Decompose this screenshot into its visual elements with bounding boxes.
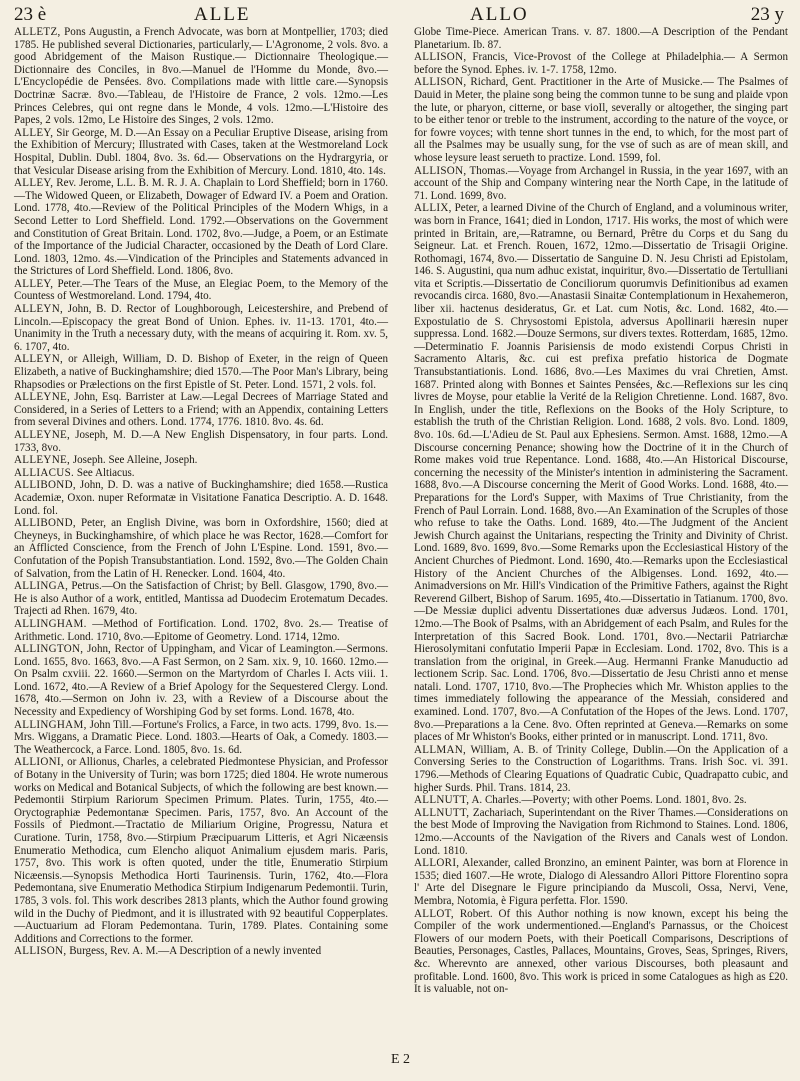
entry-headword: ALLEY, bbox=[14, 277, 54, 290]
entry-text: Globe Time-Piece. American Trans. v. 87. 1800.—A Description of the Pendant Planetarium. Ib. 87. bbox=[414, 26, 788, 51]
entry-text: Joseph. See Alleine, Joseph. bbox=[72, 454, 198, 467]
entry-headword: ALLIBOND, bbox=[14, 479, 76, 492]
left-column bbox=[14, 26, 388, 958]
entry-headword: ALLEYNE, bbox=[14, 429, 71, 441]
entry-headword: ALLIX, bbox=[414, 202, 452, 215]
entry-headword: ALLETZ, bbox=[14, 26, 61, 38]
dictionary-entry bbox=[414, 857, 788, 907]
dictionary-entry bbox=[14, 278, 388, 303]
dictionary-entry bbox=[14, 643, 388, 719]
dictionary-entry bbox=[14, 580, 388, 618]
dictionary-entry bbox=[414, 807, 788, 857]
page-number-right: 23 y bbox=[750, 4, 784, 25]
entry-text: Rev. Jerome, L.L. B. M. R. J. A. Chaplain to Lord Sheffield; born in 1760.—The Widowed Queen, or Elizabeth, Dowager of Edward IV. a Poem and Oration. Lond. 1778, 4to.—Review of the Political Principles of the Modern Whigs, in a Second Letter to Lord Sheffield. Lond. 1792.—Observations on the Government and Constitution of Great Britain. Lond. 1702, 8vo.—Judge, a Poem, or an Estimate of the Importance of the Judicial Character, occasioned by the Death of Lord Clare. Lond. 1803, 12mo. 4s.—Vindication of the Principles and Statements advanced in the Strictures of Lord Sheffield. Lond. 1806, 8vo. bbox=[14, 177, 389, 278]
entry-headword: ALLMAN, bbox=[414, 743, 467, 756]
entry-headword: ALLIONI, bbox=[14, 756, 64, 769]
entry-text: Peter, an English Divine, was born in Oxfordshire, 1560; died at Cheyneys, in Buckinghamshire, of which place he was Rector, 1628.—Comfort for an Afflicted Conscience, from the French of John L'Espine. Lond. 1591, 8vo.—Confutation of the Popish Transubstantiation. Lond. 1592, 8vo.—The Golden Chain of Salvation, from the Latin of H. Renecker. Lond. 1604, 4to. bbox=[14, 517, 389, 580]
dictionary-entry bbox=[14, 618, 388, 643]
entry-text: Francis, Vice-Provost of the College at Philadelphia.— A Sermon before the Synod. Ephes. iv. 1-7. 1758, 12mo. bbox=[414, 51, 788, 76]
entry-headword: ALLNUTT, bbox=[414, 806, 470, 819]
entry-headword: ALLEY, bbox=[14, 126, 54, 139]
dictionary-entry bbox=[14, 391, 388, 429]
dictionary-entry bbox=[414, 76, 788, 164]
dictionary-entry bbox=[14, 26, 388, 127]
entry-text: John, Rector of Uppingham, and Vicar of Leamington.—Sermons. Lond. 1655, 8vo. 1663, 8vo.—A Fast Sermon, on 2 Sam. xix. 9, 10. 1660. 12mo.—On Psalm cxviii. 22. 1660.—Sermon on the Martyrdom of Charles I. Acts viii. 1. Lond. 1672, 4to.—A Review of a Brief Apology for the Sequestered Clergy. Lond. 1678, 4to.—Sermon on John iv. 23, with a Review of a Discourse about the Necessity and Expediency of Worshiping God by set forms. Lond. 1678, 4to. bbox=[14, 643, 388, 719]
entry-text: Sir George, M. D.—An Essay on a Peculiar Eruptive Disease, arising from the Exhibition of Mercury; Illustrated with Cases, taken at the Westmoreland Lock Hospital, Dublin. Dubl. 1804, 8vo. 3s. 6d.— Observations on the Hydrargyria, or that Vesicular Disease arising from the Exhibition of Mercury. Lond. 1810, 4to. 14s. bbox=[14, 126, 389, 177]
dictionary-entry bbox=[14, 479, 388, 517]
entry-text: William, A. B. of Trinity College, Dublin.—On the Application of a Conversing Series to the Construction of Logarithms. Trans. Irish Soc. vi. 391. 1796.—Methods of Clearing Equations of Quadratic Cubic, Quadrapatto cubic, and higher Surds. Phil. Trans. 1814, 23. bbox=[414, 743, 788, 794]
entry-headword: ALLEYNE, bbox=[14, 391, 71, 404]
entry-headword: ALLINGHAM, bbox=[14, 718, 87, 731]
entry-text: John Till.—Fortune's Frolics, a Farce, in two acts. 1799, 8vo. 1s.—Mrs. Wiggans, a Dramatic Piece. Lond. 1803.—Hearts of Oak, a Comedy. 1803.—The Weathercock, a Farce. Lond. 1805, 8vo. 1s. 6d. bbox=[14, 718, 388, 756]
entry-text: John, B. D. Rector of Loughborough, Leicestershire, and Prebend of Lincoln.—Episcopacy the great Bond of Union. Ephes. iv. 11-13. 1701, 4to.—Unanimity in the Truth a necessary duty, with the means of acquiring it. Rom. xv. 5, 6. 1707, 4to. bbox=[14, 303, 388, 353]
entry-text: —Method of Fortification. Lond. 1702, 8vo. 2s.— Treatise of Arithmetic. Lond. 1710, 8vo.—Epitome of Geometry. Lond. 1714, 12mo. bbox=[14, 617, 389, 643]
entry-text: Richard, Gent. Practitioner in the Arte of Musicke.— The Psalmes of Dauid in Meter, the plaine song being the common tunne to be sung and plaide vpon the lute, or pharyon, citterne, or base vioIl, severally or altogether, the singing part to be either tenor or treble to the instrument, according to the nature of the voyce, or for fowre voyces; with tenne short tunnes in the end, to which, for the most part of all the Psalmes may be usually sung, for the vse of such as are of mean skill, and whose leysure least serueth to practize. Lond. 1599, fol. bbox=[414, 76, 789, 164]
dictionary-entry bbox=[14, 127, 388, 177]
entry-text: Robert. Of this Author nothing is now known, except his being the Compiler of the work undermentioned.—England's Parnassus, or the Choicest Flowers of our modern Poets, with their Poeticall Comparisons, Descriptions of Beauties, Personages, Castles, Pallaces, Mountains, Groves, Seas, Springes, Rivers, &c. Wherevnto are annexed, other various Discourses, both pleasaunt and profitable. Lond. 1600, 8vo. This work is priced in some Catalogues as high as £20. It is valuable, not on- bbox=[414, 907, 789, 996]
dictionary-entry bbox=[14, 517, 388, 580]
entry-headword: ALLISON, bbox=[414, 164, 467, 177]
entry-text: Alexander, called Bronzino, an eminent Painter, was born at Florence in 1535; died 1607.—He wrote, Dialogo di Alessandro Allori Pittore Florentino sopra l' Arte del Disegnare le Figure principiando da Muscoli, Ossa, Nervi, Vene, Membra, Notomia, è Figura perfetta. Flor. 1590. bbox=[414, 857, 789, 907]
entry-text: Petrus.—On the Satisfaction of Christ; by Bell. Glasgow, 1790, 8vo.—He is also Author of a work, entitled, Mantissa ad Duodecim Erotematum Decades. Trajecti ad Rhen. 1679, 4to. bbox=[14, 580, 389, 618]
entry-headword: ALLIBOND, bbox=[14, 517, 76, 530]
dictionary-entry bbox=[14, 429, 388, 454]
entry-headword: ALLINGA, bbox=[14, 580, 69, 593]
dictionary-entry bbox=[414, 794, 788, 807]
entry-text: Burgess, Rev. A. M.—A Description of a newly invented bbox=[69, 945, 322, 958]
entry-text: Zachariach, Superintendant on the River Thames.—Considerations on the best Mode of Improving the Navigation from Richmond to Staines. Lond. 1806, 12mo.—Accounts of the Navigation of the Rivers and Canals west of London. Lond. 1810. bbox=[414, 806, 788, 857]
running-head-left: ALLE bbox=[194, 4, 251, 25]
entry-headword: ALLEYNE, bbox=[14, 454, 71, 467]
dictionary-entry bbox=[14, 945, 388, 958]
entry-headword: ALLIACUS. bbox=[14, 466, 75, 479]
dictionary-entry bbox=[14, 353, 388, 391]
entry-headword: ALLEYN, bbox=[14, 353, 64, 366]
text-columns bbox=[14, 26, 790, 1044]
entry-headword: ALLNUTT, bbox=[414, 794, 470, 807]
dictionary-entry bbox=[14, 454, 388, 467]
right-column bbox=[414, 26, 788, 996]
dictionary-entry bbox=[414, 51, 788, 76]
entry-headword: ALLEY, bbox=[14, 177, 54, 190]
entry-text: See Altiacus. bbox=[76, 466, 135, 479]
entry-text: Pons Augustin, a French Advocate, was born at Montpellier, 1703; died 1785. He published several Dictionaries, particularly,— L'Agronome, 2 vols. 8vo. a good Abridgement of the Maison Rustique.— Dictionnaire Theologique.—Dictionnaire des Conciles, in 8vo.—Manuel de l'Homme du Monde, 8vo.—L'Encyclopédie de Pensées. 8vo. Compilations made with little care.—Synopsis Doctrinæ Sacræ. 8vo.—Tableau, de l'Histoire de France, 2 vols. 12mo.—Les Princes Celebres, qui ont regne dans le Monde, 4 vols. 12mo.—L'Histoire des Papes, 2 vols. 12mo, Le Histoire des Singes, 2 vols. 12mo. bbox=[14, 26, 388, 127]
entry-text: Thomas.—Voyage from Archangel in Russia, in the year 1697, with an account of the Ship and Company wintering near the North Cape, in the latitude of 71. Lond. 1699, 8vo. bbox=[414, 164, 789, 202]
entry-headword: ALLORI, bbox=[414, 857, 460, 870]
entry-text: Peter.—The Tears of the Muse, an Elegiac Poem, to the Memory of the Countess of Westmoreland. Lond. 1794, 4to. bbox=[14, 277, 388, 303]
dictionary-entry bbox=[14, 719, 388, 757]
dictionary-entry bbox=[14, 303, 388, 353]
entry-headword: ALLISON, bbox=[414, 76, 467, 89]
dictionary-entry bbox=[414, 744, 788, 794]
dictionary-entry bbox=[414, 202, 788, 744]
entry-text: or Allionus, Charles, a celebrated Piedmontese Physician, and Professor of Botany in the University of Turin; was born 1725; died 1804. He wrote numerous works on Medical and Botanical Subjects, of which the following are best known.—Pedemontii Stirpium Rariorum Specimen Primum. Plates. Turin, 1755, 4to.—Oryctographiæ Pedemontanæ Specimen. Paris, 1757, 8vo. An Account of the Fossils of Piedmont.—Tractatio de Miliarium Origine, Progressu, Natura et Curatione. Turin, 1758, 8vo.—Stirpium Præcipuarum Litteris, et Agri Nicæensis Enumeratio Methodica, cum Elencho aliquot Animalium ejusdem maris. Paris, 1757, 8vo. This work is often quoted, under the title, Enumeratio Stirpium Nicæensis.—Synopsis Methodica Horti Taurinensis. Turin, 1762, 4to.—Flora Pedemontana, sive Enumeratio Methodica Stirpium Indigenarum Pedemontii. Turin, 1785, 3 vols. fol. This work describes 2813 plants, which the Author found growing wild in the Duchy of Piedmont, and it is illustrated with 92 beautiful Copperplates.—Auctuarium ad Floram Pedemontana. Turin, 1789. Plates. Containing some Additions and Corrections to the former. bbox=[14, 756, 388, 945]
entry-headword: ALLOT, bbox=[414, 907, 454, 920]
entry-headword: ALLISON, bbox=[414, 51, 467, 64]
entry-headword: ALLINGTON, bbox=[14, 643, 84, 656]
dictionary-entry bbox=[14, 756, 388, 945]
page-number: 23 è bbox=[14, 4, 47, 25]
entry-text: John, Esq. Barrister at Law.—Legal Decrees of Marriage Stated and Considered, in a Series of Letters to a Friend; with an Appendix, containing Letters from several Divines and others. Lond. 1774, 1776. 1810. 8vo. 4s. 6d. bbox=[14, 391, 388, 429]
entry-headword: ALLINGHAM. bbox=[14, 617, 87, 630]
dictionary-entry bbox=[414, 165, 788, 203]
entry-headword: ALLEYN, bbox=[14, 303, 64, 316]
signature-mark: E 2 bbox=[391, 1052, 411, 1067]
entry-text: A. Charles.—Poverty; with other Poems. Lond. 1801, 8vo. 2s. bbox=[471, 794, 747, 807]
entry-text: Joseph, M. D.—A New English Dispensatory, in four parts. Lond. 1733, 8vo. bbox=[14, 429, 388, 454]
entry-text: or Alleigh, William, D. D. Bishop of Exeter, in the reign of Queen Elizabeth, a native of Buckinghamshire; died 1570.—The Poor Man's Library, being Rhapsodies or Prælections on the first Epistle of St. Peter. Lond. 1571, 2 vols. fol. bbox=[14, 353, 388, 391]
running-header bbox=[14, 4, 790, 26]
entry-headword: ALLISON, bbox=[14, 945, 67, 958]
dictionary-entry bbox=[14, 467, 388, 480]
entry-text: Peter, a learned Divine of the Church of England, and a voluminous writer, was born in France, 1641; died in London, 1717. His works, the most of which were printed in Britain, are,—Ratramne, ou Bernard, Prêtre du Corps et du Sang du Seigneur. Lat. et French. Rouen, 1672, 12mo.—Dissertatio de Trisagii Origine. Rothomagi, 1674, 8vo.— Dissertatio de Sanguine D. N. Jesu Christi ad Epistolam, 146. S. Augustini, qua num adhuc existat, inquiritur, 8vo.—Dissertatio de Tertulliani vita et Scriptis.—Dissertatio de Conciliorum quorumvis Definitionibus ad examen revocandis circa. 1680, 8vo.—Anastasii Sinaitæ Contemplationum in Hexahemeron, liber xii. hactenus desideratus, Gr. et Lat. cum Notis, &c. Lond. 1682, 4to.—Expostulatio de S. Chrysostomi Epistola, adversus Apollinarii hæresin nuper suppressa. Lond. 1682.—Douze Sermons, sur divers textes. Rotterdam, 1685, 12mo.—Determinatio F. Joannis Parisiensis de modo existendi Corpus Christi in Sacramento Altaris, &c. cui est prefixa prefatio historica de Dogmate Transubstantiationis. Lond. 1686, 8vo.—Les Maximes du vrai Chretien, Amst. 1687. Printed along with Bonnes et Saintes Pensées, &c.—Reflexions sur les cinq livres de Moyse, pour etablie la Verité de la Religion Chretienne. Lond. 1687, 8vo. In English, under the title, Reflexions on the Books of the Holy Scripture, to establish the truth of the Christian Religion. Lond. 1688, 2 vols. 8vo. Lond. 1809, 8vo. 10s. 6d.—L'Adieu de St. Paul aux Ephesiens. Sermon. Amst. 1688, 12mo.—A Discourse concerning Penance; showing how the Doctrine of it in the Church of Rome makes void true Repentance. Lond. 1688, 4to.—An Historical Discourse, concerning the necessity of the Minister's intention in administering the Sacrament. 1688, 8vo.—A Discourse concerning the Merit of Good Works. Lond. 1688, 4to.—Preparations for the Lord's Supper, with Maxims of True Christianity, from the French of Paul Lorrain. Lond. 1688, 8vo.—An Examination of the Scruples of those who refuse to take the Oaths. Lond. 1689, 4to.—The Judgment of the Ancient Jewish Church against the Unitarians, respecting the Trinity and Divinity of Christ. Lond. 1689, 8vo. 1699, 8vo.—Some Remarks upon the Ecclesiastical History of the Ancient Churches of Piedmont. Lond. 1690, 4to.—Remarks upon the Ecclesiastical History of the Ancient Churches of the Albigenses. Lond. 1692, 4to.—Animadversions on Mr. Hill's Vindication of the Primitive Fathers, against the Right Reverend Gilbert, Bishop of Sarum. 1695, 4to.—Dissertatio in Tatianum. 1700, 8vo.—De Messiæ duplici adventu Dissertationes duæ adversus Judæos. Lond. 1701, 12mo.—The Book of Psalms, with an Abridgement of each Psalm, and Rules for the Interpretation of this Sacred Book. Lond. 1701, 8vo.—Nectarii Patriarchæ Hierosolymitani confutatio Imperii Papæ in Ecclesiam. Lond. 1702, 8vo. This is a translation from the original, in Greek.—Aug. Hermanni Franke Manuductio ad lectionem Scrip. Sac. Lond. 1706, 8vo.—Dissertatio de Jesu Christi anno et mense natali. Lond. 1707, 1710, 8vo.—The Prophecies which Mr. Whiston applies to the times immediately following the appearance of the Messiah, considered and examined. Lond. 1707, 8vo.—A Confutation of the Hopes of the Jews. Lond. 1707, 8vo.—Preparations a la Cene. 8vo. Often reprinted at Geneva.—Remarks on some places of Mr Whiston's Books, either printed or in manuscript. Lond. 1711, 8vo. bbox=[414, 202, 789, 744]
entry-text: John, D. D. was a native of Buckinghamshire; died 1658.—Rustica Academiæ, Oxon. nuper Reformatæ in Visitatione Fanatica Descriptio. A. D. 1648. Lond. fol. bbox=[14, 479, 388, 517]
dictionary-entry bbox=[414, 908, 788, 996]
page bbox=[14, 4, 790, 1076]
dictionary-entry bbox=[14, 177, 388, 278]
dictionary-entry bbox=[414, 26, 788, 51]
running-head-right: ALLO bbox=[470, 4, 529, 25]
